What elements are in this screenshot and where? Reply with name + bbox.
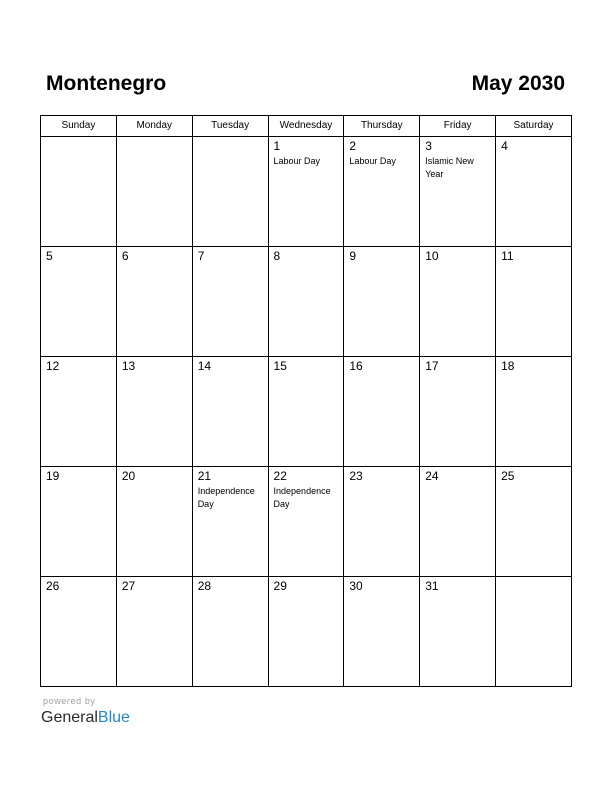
day-number: 26 [46,579,60,593]
day-cell [41,357,117,467]
day-number: 23 [349,469,363,483]
day-cell [41,467,117,577]
week-row [41,247,572,357]
day-number: 2 [349,139,357,153]
day-number: 30 [349,579,363,593]
day-cell [344,577,420,687]
calendar-grid [40,115,572,687]
day-cell [420,357,496,467]
day-cell [496,357,572,467]
day-cell [344,137,420,247]
day-cell [192,577,268,687]
week-row [41,357,572,467]
day-number: 20 [121,469,136,483]
holiday-label: Independence Day [273,486,331,509]
day-cell [268,137,344,247]
weekday-header: Tuesday [192,116,268,137]
holiday-label: Independence Day [197,486,255,509]
day-number: 7 [197,249,205,263]
day-cell [41,577,117,687]
country-title: Montenegro [46,72,167,95]
day-cell [496,137,572,247]
month-year-title: May 2030 [471,72,565,95]
day-number: 6 [121,249,129,263]
day-cell [496,467,572,577]
day-cell [116,577,192,687]
logo-text-blue: Blue [97,709,130,726]
day-cell [116,357,192,467]
logo-text-general: General [41,709,98,726]
day-cell [496,577,572,687]
day-cell [116,247,192,357]
holiday-label: Islamic New Year [425,156,474,179]
day-number: 22 [273,469,287,483]
day-number: 28 [197,579,212,593]
powered-by-label: powered by [43,696,96,706]
day-number: 18 [501,359,515,373]
day-cell [192,137,268,247]
day-number: 31 [425,579,439,593]
day-number: 4 [501,139,508,153]
day-number: 27 [121,579,136,593]
day-cell [268,247,344,357]
day-cell [192,467,268,577]
day-cell [192,357,268,467]
day-number: 13 [121,359,136,373]
day-cell [420,577,496,687]
day-number: 11 [501,249,514,263]
day-cell [268,577,344,687]
weekday-header: Thursday [344,116,420,137]
week-row [41,577,572,687]
day-number: 24 [425,469,439,483]
day-number: 10 [425,249,439,263]
day-cell [496,247,572,357]
day-cell [344,467,420,577]
weekday-header: Saturday [496,116,572,137]
day-number: 17 [425,359,439,373]
day-cell [344,357,420,467]
day-number: 16 [349,359,363,373]
weekday-header: Sunday [41,116,117,137]
day-cell [116,137,192,247]
weekday-header: Monday [116,116,192,137]
day-number: 25 [501,469,515,483]
day-number: 9 [349,249,357,263]
day-number: 29 [273,579,287,593]
day-number: 14 [197,359,212,373]
holiday-label: Labour Day [273,156,321,166]
day-cell [420,467,496,577]
weekday-header-row [41,116,572,137]
day-number: 15 [273,359,287,373]
day-number: 19 [46,469,60,483]
weekday-header: Wednesday [268,116,344,137]
day-cell [268,467,344,577]
day-number: 21 [197,469,212,483]
holiday-label: Labour Day [349,156,396,166]
generalblue-logo[interactable] [41,708,130,728]
day-cell [420,137,496,247]
day-number: 5 [46,249,53,263]
day-cell [41,247,117,357]
day-cell [116,467,192,577]
week-row [41,467,572,577]
day-cell [192,247,268,357]
day-number: 8 [273,249,281,263]
day-cell [344,247,420,357]
day-number: 1 [273,139,281,153]
day-cell [420,247,496,357]
brand-footer [41,696,130,728]
day-number: 12 [46,359,60,373]
day-number: 3 [425,139,432,153]
day-cell [41,137,117,247]
week-row [41,137,572,247]
weekday-header: Friday [420,116,496,137]
day-cell [268,357,344,467]
